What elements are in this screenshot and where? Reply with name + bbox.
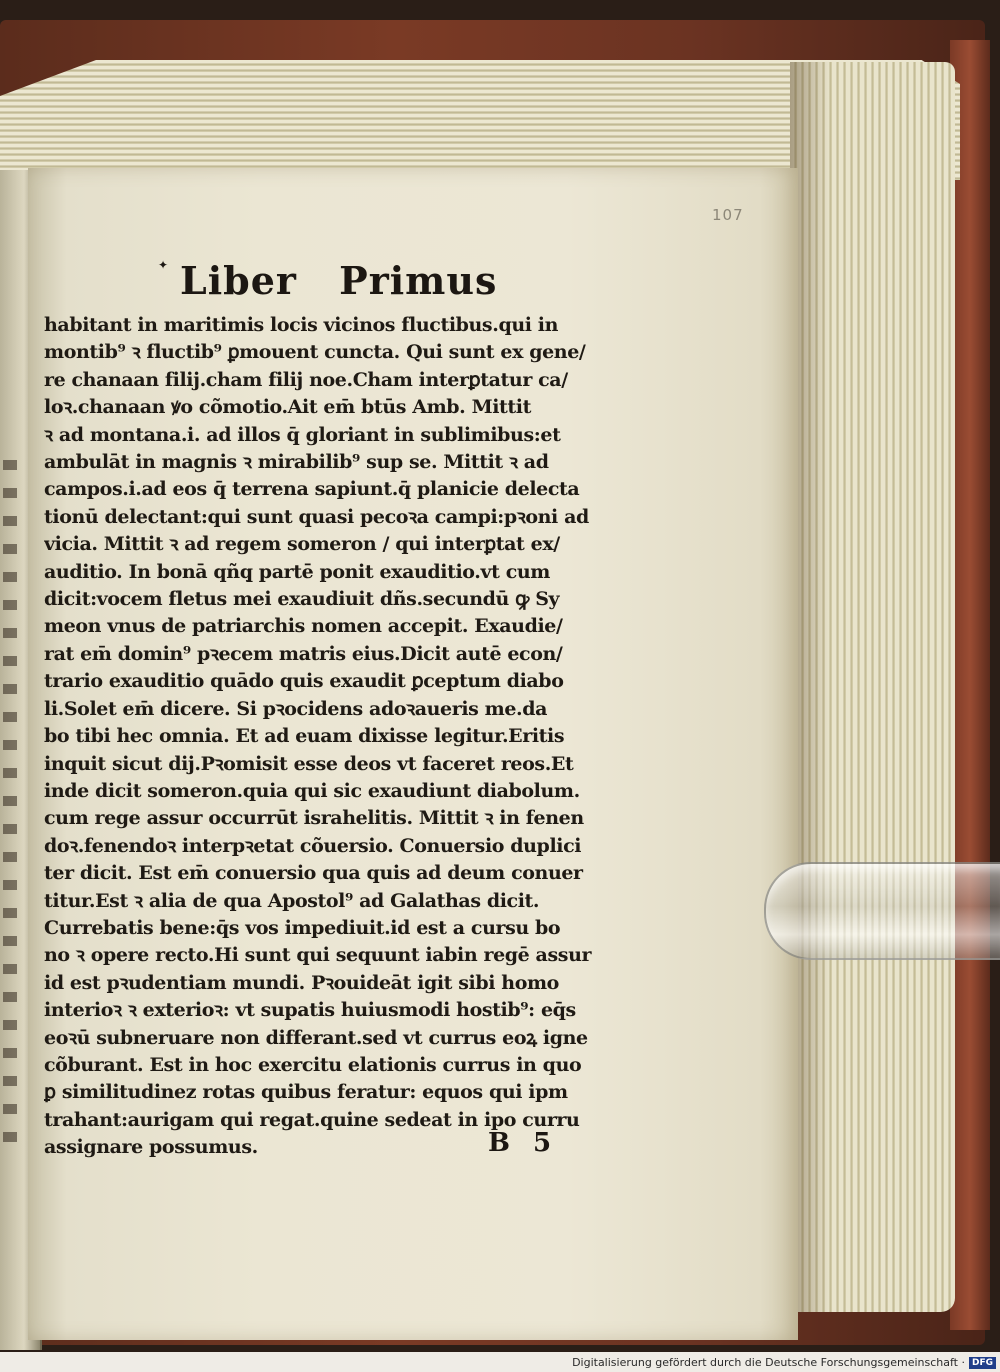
text-line: assignare possumus. xyxy=(44,1136,258,1159)
running-head: Liber Primus xyxy=(180,258,498,303)
dfg-logo: DFG xyxy=(969,1357,996,1369)
text-line: inde dicit someron.quia qui sic exaudiunt diabolum. xyxy=(44,779,580,802)
text-line: ꝛ ad montana.i. ad illos q̄ gloriant in sublimibus:et xyxy=(44,423,561,446)
text-line: habitant in maritimis locis vicinos fluctibus.qui in xyxy=(44,314,559,336)
text-line: ꝑ similitudinez rotas quibus feratur: equos qui ipm xyxy=(44,1081,568,1104)
text-line: auditio. In bonā qñq̧ partē ponit exauditio.vt cum xyxy=(44,560,550,583)
credit-text: Digitalisierung gefördert durch die Deutsche Forschungsgemeinschaft · xyxy=(572,1356,965,1369)
text-line: meon vnus de patriarchis nomen accepit. Exaudie/ xyxy=(44,615,563,638)
page-body-text xyxy=(44,312,619,1162)
text-line: no ꝛ opere recto.Hi sunt qui sequunt iabin regē assur xyxy=(44,944,592,967)
text-line: dicit:vocem fletus mei exaudiuit dñs.secundū ꝙ Sy xyxy=(44,588,560,611)
footer-credit xyxy=(572,1356,996,1369)
text-line: cõburant. Est in hoc exercitu elationis currus in quo xyxy=(44,1053,582,1076)
text-line: trahant:aurigam qui regat.quine sedeat in ipo curru xyxy=(44,1108,580,1131)
text-line: campos.i.ad eos q̄ terrena sapiunt.q̄ planicie delecta xyxy=(44,478,580,501)
text-line: vicia. Mittit ꝛ ad regem someron / qui interꝑtat ex/ xyxy=(44,533,560,556)
text-line: id est pꝛudentiam mundi. Pꝛouideāt igit sibi homo xyxy=(44,971,559,994)
text-line: doꝛ.fenendoꝛ interpꝛetat cõuersio. Conuersio duplici xyxy=(44,834,582,857)
glass-page-weight xyxy=(764,862,1000,960)
text-line: trario exauditio quādo quis exaudit ꝑceptum diabo xyxy=(44,670,564,693)
text-line: loꝛ.chanaan ꝟo cõmotio.Ait em̄ btūs Amb. Mittit xyxy=(44,396,531,419)
text-line: ambulāt in magnis ꝛ mirabilib⁹ sup se. Mittit ꝛ ad xyxy=(44,451,549,474)
text-line: interioꝛ ꝛ exterioꝛ: vt supatis huiusmodi hostib⁹: eq̄s xyxy=(44,999,576,1022)
left-page-text-fragment xyxy=(3,460,17,1160)
text-line: cum rege assur occurrūt israhelitis. Mittit ꝛ in fenen xyxy=(44,807,584,830)
ornament-mark: ✦ xyxy=(158,258,169,272)
quire-signature: B 5 xyxy=(488,1128,552,1158)
text-line: eoꝛū subneruare non differant.sed vt currus eoꝝ igne xyxy=(44,1026,588,1049)
text-line: tionū delectant:qui sunt quasi pecoꝛa campi:pꝛoni ad xyxy=(44,505,589,528)
text-line: Currebatis bene:q̄s vos impediuit.id est a cursu bo xyxy=(44,916,561,939)
text-line: bo tibi hec omnia. Et ad euam dixisse legitur.Eritis xyxy=(44,725,565,748)
text-line: montib⁹ ꝛ fluctib⁹ ꝑmouent cuncta. Qui sunt ex gene/ xyxy=(44,341,586,364)
folio-number: 107 xyxy=(712,206,744,224)
text-line: re chanaan filij.cham filij noe.Cham interꝑtatur ca/ xyxy=(44,368,568,391)
text-line: inquit sicut dij.Pꝛomisit esse deos vt faceret reos.Et xyxy=(44,752,574,775)
text-line: rat em̄ domin⁹ pꝛecem matris eius.Dicit autē econ/ xyxy=(44,642,563,665)
text-line: titur.Est ꝛ alia de qua Apostol⁹ ad Galathas dicit. xyxy=(44,889,540,912)
cover-edge xyxy=(950,40,990,1330)
text-line: li.Solet em̄ dicere. Si pꝛocidens adoꝛaueris me.da xyxy=(44,697,548,720)
text-line: ter dicit. Est em̄ conuersio qua quis ad deum conuer xyxy=(44,862,583,885)
